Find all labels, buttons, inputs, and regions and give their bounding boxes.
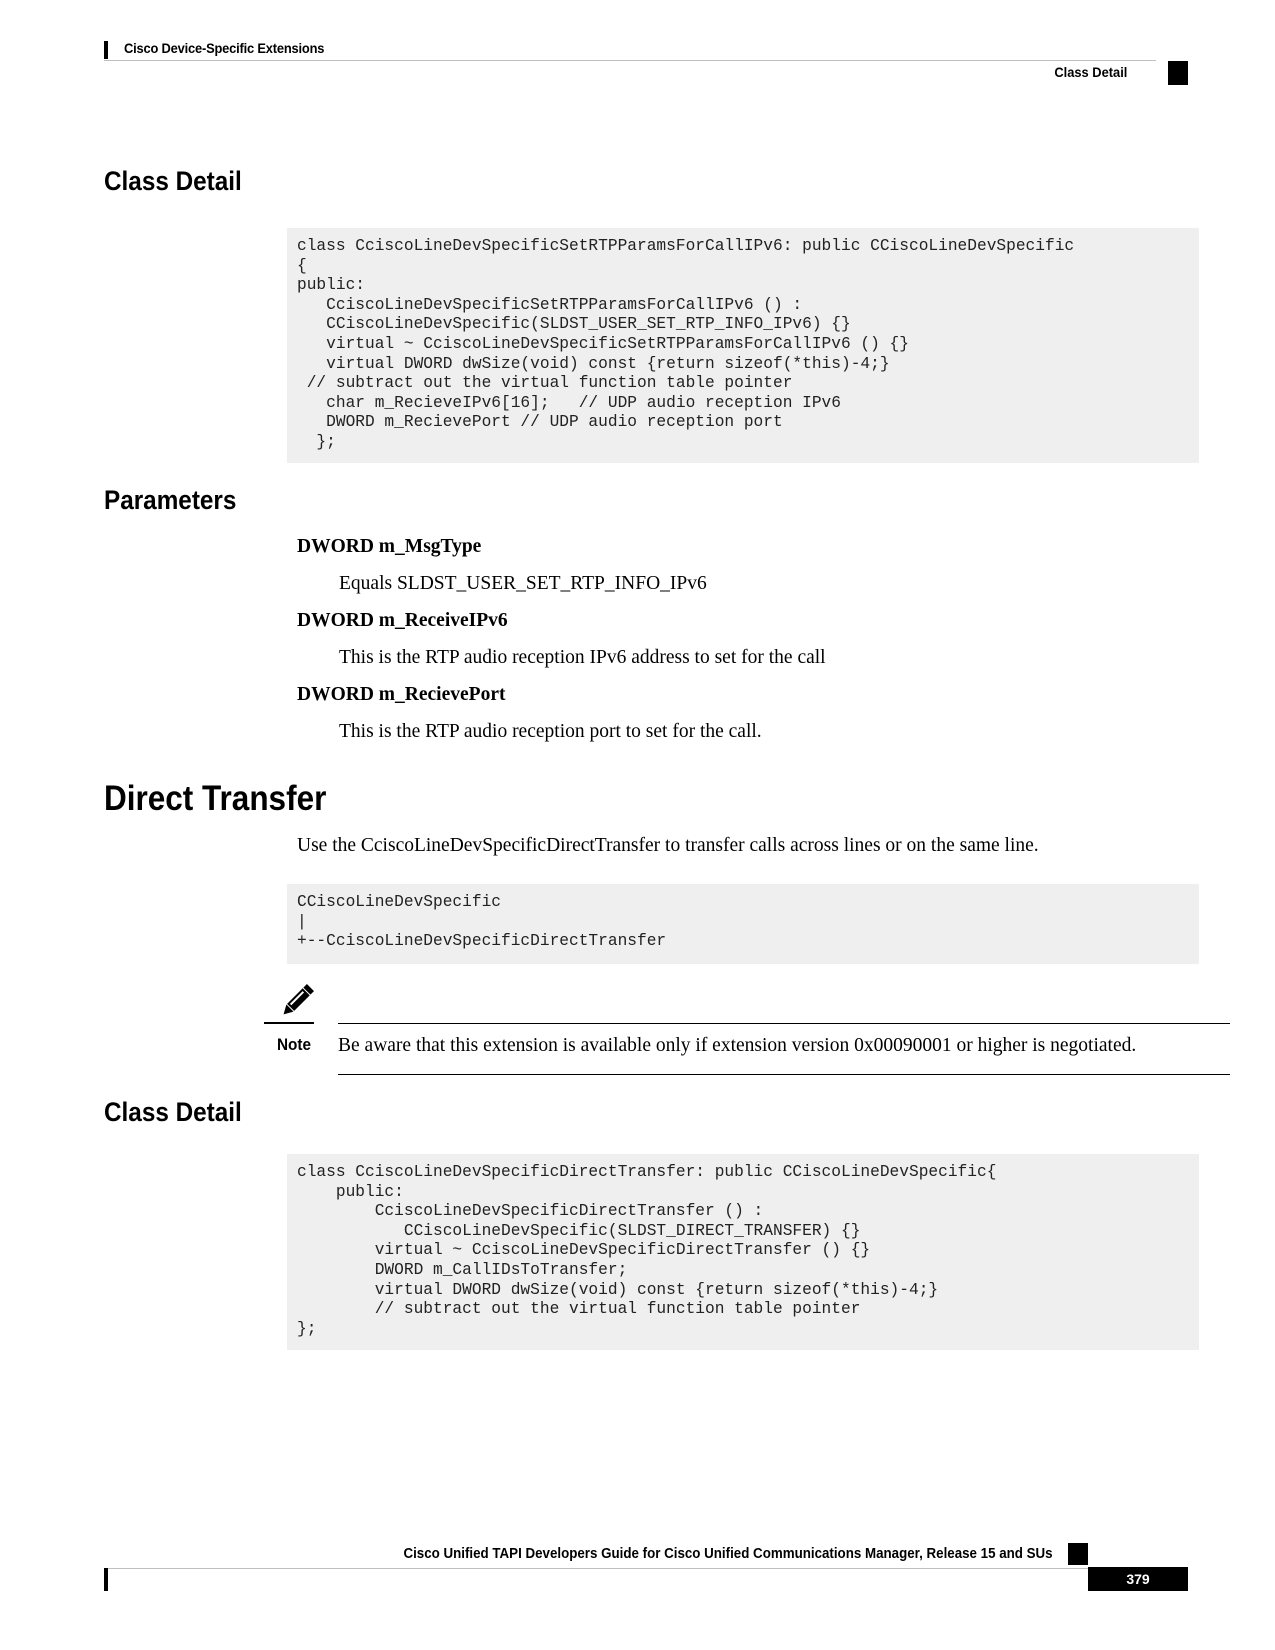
section-title: Class Detail xyxy=(1053,64,1127,80)
pencil-icon xyxy=(278,981,316,1021)
param-term: DWORD m_ReceiveIPv6 xyxy=(297,610,508,631)
footer-rule xyxy=(104,1568,1088,1569)
param-term: DWORD m_RecievePort xyxy=(297,684,506,705)
header-right-block xyxy=(1168,61,1188,85)
note-bottom-rule xyxy=(338,1074,1230,1075)
note-text: Be aware that this extension is available only if extension version 0x00090001 or higher is negotiated. xyxy=(338,1035,1137,1056)
note-label: Note xyxy=(277,1035,312,1054)
page-number: 379 xyxy=(1088,1567,1188,1591)
param-desc: This is the RTP audio reception IPv6 address to set for the call xyxy=(339,647,826,668)
footer-left-bar xyxy=(104,1568,108,1591)
footer-title: Cisco Unified TAPI Developers Guide for Cisco Unified Communications Manager, Release 15 and SUs xyxy=(403,1546,1053,1562)
class-detail-heading: Class Detail xyxy=(104,166,242,196)
parameters-heading: Parameters xyxy=(104,485,237,515)
param-desc: Equals SLDST_USER_SET_RTP_INFO_IPv6 xyxy=(339,573,707,594)
footer-block xyxy=(1068,1543,1088,1565)
code-text: class CciscoLineDevSpecificDirectTransfer: public CCiscoLineDevSpecific{ public: CciscoLineDevSpecificDirectTransfer () : CCiscoLineDevSpecific(SLDST_DIRECT_TRANSFER) {} virtual ~ CciscoLineDevSpecificDirectTransfer () {} DWORD m_CallIDsToTransfer; virtual DWORD dwSize(void) const {return sizeof(*this)-4;} // subtract out the virtual function table pointer }; xyxy=(297,1163,997,1338)
note-icon-rule xyxy=(264,1022,314,1024)
code-block-rtp-params xyxy=(287,228,1199,463)
direct-transfer-intro: Use the CciscoLineDevSpecificDirectTransfer to transfer calls across lines or on the same line. xyxy=(297,835,1039,856)
header-rule xyxy=(104,60,1156,61)
header-left-bar xyxy=(104,41,108,59)
param-term: DWORD m_MsgType xyxy=(297,536,482,557)
code-text: class CciscoLineDevSpecificSetRTPParamsForCallIPv6: public CCiscoLineDevSpecific { public: CciscoLineDevSpecificSetRTPParamsForCallIPv6 () : CCiscoLineDevSpecific(SLDST_USER_SET_RTP_INFO_IPv6) {} virtual ~ CciscoLineDevSpecificSetRTPParamsForCallIPv6 () {} virtual DWORD dwSize(void) const {return sizeof(*this)-4;} // subtract out the virtual function table pointer char m_RecieveIPv6[16]; // UDP audio reception IPv6 DWORD m_RecievePort // UDP audio reception port }; xyxy=(297,237,1075,451)
chapter-title: Cisco Device-Specific Extensions xyxy=(124,40,325,56)
param-desc: This is the RTP audio reception port to set for the call. xyxy=(339,721,762,742)
code-block-direct-transfer xyxy=(287,1154,1199,1350)
direct-transfer-heading: Direct Transfer xyxy=(104,779,327,818)
code-block-hierarchy xyxy=(287,884,1199,964)
class-detail-heading: Class Detail xyxy=(104,1097,242,1127)
note-top-rule xyxy=(338,1023,1230,1024)
hierarchy-text: CCiscoLineDevSpecific | +--CciscoLineDevSpecificDirectTransfer xyxy=(297,893,667,951)
